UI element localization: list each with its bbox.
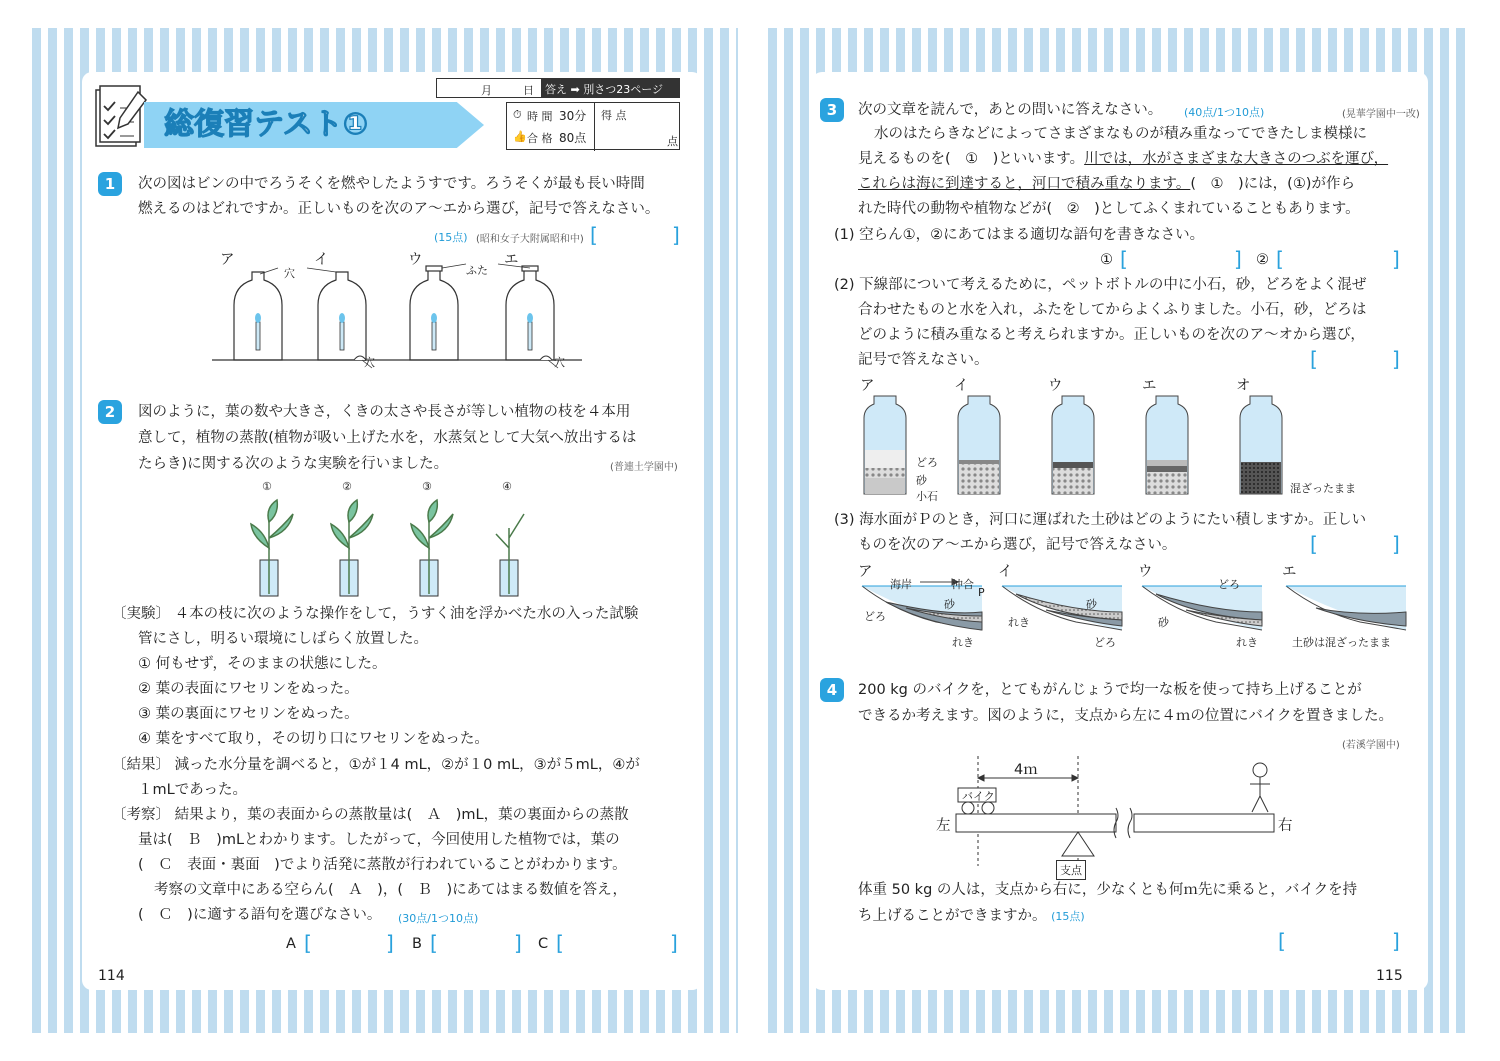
- q3-sub2-line1: (2) 下線部について考えるために，ペットボトルの中に小石，砂，どろをよく混ぜ: [834, 277, 1367, 293]
- plant-label-3: ③: [422, 480, 432, 493]
- a-sand-label: 砂: [944, 598, 955, 611]
- q3-underlined-part2: これらは海に到達すると，河口で積み重なります。: [858, 176, 1191, 192]
- q2-operation-2: ② 葉の表面にワセリンをぬった。: [138, 681, 359, 697]
- bottle-1-layer-2: [865, 468, 905, 478]
- answer-b-field[interactable]: [442, 932, 512, 954]
- q2-discussion-line2: 量は( Ｂ )mLとわかります。したがって，今回使用した植物では，葉の: [138, 832, 620, 848]
- i-sand-label: 砂: [1086, 598, 1097, 611]
- hole-label-e: 穴: [554, 356, 565, 369]
- q3-sub1-blank1-label: ①: [1100, 252, 1113, 268]
- a-mud-label: どろ: [864, 610, 886, 623]
- q2-operation-4: ④ 葉をすべて取り，その切り口にワセリンをぬった。: [138, 731, 489, 747]
- q2-discussion-line3: ( Ｃ 表面・裏面 )でより活発に蒸散が行われていることがわかります。: [138, 857, 627, 873]
- q4-answer-field[interactable]: [1290, 930, 1390, 952]
- q1-answer-bracket-close: ]: [672, 223, 680, 247]
- q1-points: (15点): [434, 231, 468, 244]
- q3-sub3-answer-field[interactable]: [1322, 533, 1392, 555]
- q4-bracket-close: ]: [1392, 929, 1400, 953]
- layer-label-mud: どろ: [916, 456, 938, 469]
- q3-blank2-bracket-open: [: [1276, 247, 1284, 271]
- q3-blank2-field[interactable]: [1288, 248, 1392, 270]
- q3-sub2-bracket-close: ]: [1392, 347, 1400, 371]
- plant-test-tubes-diagram: [242, 498, 542, 598]
- page-number-right: 115: [1376, 968, 1403, 984]
- sea-label-u: ウ: [1138, 564, 1153, 580]
- q2-text-line2: 意して，植物の蒸散(植物が吸い上げた水を，水蒸気として大気へ放出するは: [138, 430, 637, 446]
- q3-sub2-line2: 合わせたものと水を入れ，ふたをしてからよくふりました。小石，砂，どろは: [858, 302, 1367, 318]
- jar-label-u: ウ: [408, 252, 423, 268]
- jar-label-e: エ: [504, 252, 519, 268]
- i-gravel-label: れき: [1008, 616, 1030, 629]
- q3-blank1-bracket-close: ]: [1234, 247, 1242, 271]
- q3-sub2-answer-field[interactable]: [1322, 348, 1392, 370]
- q1-answer-field[interactable]: [604, 224, 674, 246]
- q2-text-line3: たらき)に関する次のような実験を行いました。: [138, 456, 449, 472]
- time-score-box: ⏱ 時 間 30分 👍 合 格 80点 得 点 点: [506, 102, 680, 150]
- q3-source: (晃華学園中一改): [1342, 109, 1420, 120]
- jar-label-i: イ: [314, 252, 329, 268]
- answer-b-bracket-close: ]: [514, 931, 522, 955]
- bottle-4-layer-2: [1147, 466, 1187, 472]
- q2-result-line2: １mLであった。: [138, 782, 248, 798]
- q3-passage-line2: 見えるものを( ① )といいます。川では，水がさまざまな大きさのつぶを運び，: [858, 151, 1389, 167]
- bike-label: バイク: [962, 790, 995, 803]
- q3-sub2-bracket-open: [: [1310, 347, 1318, 371]
- fulcrum-label: 支点: [1056, 860, 1086, 880]
- q2-operation-1: ① 何もせず，そのままの状態にした。: [138, 656, 387, 672]
- distance-label: 4ｍ: [1014, 762, 1038, 778]
- bottle-5-layer-1: [1241, 462, 1281, 494]
- candle-jar-diagram: [212, 250, 592, 380]
- sea-level-p-label: P: [978, 586, 985, 599]
- coast-label: 海岸: [890, 578, 912, 591]
- bottle-label-u: ウ: [1048, 378, 1063, 394]
- q4-points: (15点): [1051, 910, 1085, 923]
- q2-text-line1: 図のように，葉の数や大きさ，くきの太さや長さが等しい植物の枝を４本用: [138, 404, 631, 420]
- bottle-1-layer-1: [865, 478, 905, 494]
- answer-c-bracket-close: ]: [670, 931, 678, 955]
- coastal-deposit-diagram: [856, 572, 1416, 642]
- answers-reference: 答え ➡ 別さつ23ページ: [541, 79, 679, 97]
- right-page: [812, 72, 1428, 990]
- q1-text-line1: 次の図はビンの中でろうそくを燃やしたようすです。ろうそくが最も長い時間: [138, 176, 645, 192]
- bottle-4-layer-1: [1147, 472, 1187, 494]
- answer-a-field[interactable]: [316, 932, 386, 954]
- bottle-label-e: エ: [1142, 378, 1157, 394]
- q2-discussion-line1: 〔考察〕 結果より，葉の表面からの蒸散量は( Ａ )mL，葉の裏面からの蒸散: [112, 807, 629, 823]
- layer-label-gravel: 小石: [916, 490, 938, 503]
- q2-result-line1: 〔結果〕 減った水分量を調べると，①が１4 mL，②が１0 mL，③が５mL，④が: [112, 757, 640, 773]
- q4-text-line4: ち上げることができますか。 (15点): [858, 908, 1085, 924]
- q3-sub3-line1: (3) 海水面がＰのとき，河口に運ばれた土砂はどのようにたい積しますか。正しい: [834, 512, 1367, 528]
- u-gravel-label: れき: [1236, 636, 1258, 649]
- bottle-4-layer-3: [1147, 460, 1187, 466]
- q4-text-line2: できるか考えます。図のように，支点から左に４ｍの位置にバイクを置きました。: [858, 708, 1394, 724]
- q3-sub3-bracket-close: ]: [1392, 532, 1400, 556]
- page-title: 総復習テスト①: [164, 107, 369, 142]
- bottle-label-a: ア: [860, 378, 875, 394]
- u-mud-label: どろ: [1218, 578, 1240, 591]
- answer-c-field[interactable]: [568, 932, 668, 954]
- lever-diagram: [948, 752, 1308, 882]
- plant-label-4: ④: [502, 480, 512, 493]
- answer-a-bracket-close: ]: [386, 931, 394, 955]
- score-unit: 点: [667, 135, 678, 148]
- q2-points: (30点/1つ10点): [398, 912, 479, 925]
- q3-points: (40点/1つ10点): [1184, 106, 1265, 119]
- question-number-1: 1: [98, 172, 122, 196]
- q3-sub3-bracket-open: [: [1310, 532, 1318, 556]
- q2-discussion-line5: ( Ｃ )に適する語句を選びなさい。: [138, 907, 382, 923]
- q3-blank1-field[interactable]: [1132, 248, 1232, 270]
- q4-text-line3: 体重 50 kg の人は，支点から右に，少なくとも何ｍ先に乗ると，バイクを持: [858, 882, 1358, 898]
- sea-label-a: ア: [858, 564, 873, 580]
- answer-c-bracket-open: [: [556, 931, 564, 955]
- q1-text-line2: 燃えるのはどれですか。正しいものを次のア〜エから選び，記号で答えなさい。: [138, 201, 660, 217]
- q2-operation-3: ③ 葉の裏面にワセリンをぬった。: [138, 706, 359, 722]
- q4-text-line1: 200 kg のバイクを，とてもがんじょうで均一な板を使って持ち上げることが: [858, 682, 1362, 698]
- q1-answer-bracket-open: [: [590, 223, 598, 247]
- bottle-label-o: オ: [1236, 378, 1251, 394]
- bottle-2-layer-1: [959, 464, 999, 494]
- a-gravel-label: れき: [952, 636, 974, 649]
- plant-label-2: ②: [342, 480, 352, 493]
- bottle-3-layer-2: [1053, 462, 1093, 468]
- bottle-label-i: イ: [954, 378, 969, 394]
- q2-experiment-line2: 管にさし，明るい環境にしばらく放置した。: [138, 631, 428, 647]
- score-label: 得 点: [601, 109, 627, 122]
- q3-blank1-bracket-open: [: [1120, 247, 1128, 271]
- answer-a-bracket-open: [: [304, 931, 312, 955]
- q3-sub2-line3: どのように積み重なると考えられますか。正しいものを次のア〜オから選び，: [858, 327, 1365, 343]
- q2-source: (普連土学園中): [610, 462, 678, 473]
- q2-experiment-line1: 〔実験〕 ４本の枝に次のような操作をして，うすく油を浮かべた水の入った試験: [112, 606, 639, 622]
- answer-label-a: A: [286, 936, 296, 952]
- answer-label-c: C: [538, 936, 549, 952]
- lever-left-label: 左: [936, 818, 951, 834]
- q3-underlined-part1: 川では，水がさまざまな大きさのつぶを運び，: [1084, 151, 1389, 167]
- layer-label-sand: 砂: [916, 474, 927, 487]
- q3-passage-line1: 水のはたらきなどによってさまざまなものが積み重なってできたしま模様に: [874, 126, 1367, 142]
- hole-label-top: 穴: [284, 267, 295, 280]
- clock-icon: ⏱: [513, 108, 522, 121]
- q3-passage-line4: れた時代の動物や植物などが( ② )としてふくまれていることもあります。: [858, 201, 1360, 217]
- left-page: [82, 72, 702, 990]
- mixed-label: 混ざったまま: [1290, 482, 1356, 495]
- lever-right-label: 右: [1278, 818, 1293, 834]
- q4-bracket-open: [: [1278, 929, 1286, 953]
- bottle-2-layer-2: [959, 460, 999, 464]
- e-mixed-label: 土砂は混ざったまま: [1292, 636, 1391, 649]
- bottle-1-layer-3: [865, 450, 905, 468]
- question-number-3: 3: [820, 98, 844, 122]
- q1-source: (昭和女子大附属昭和中): [476, 234, 584, 245]
- q3-sub1-blank2-label: ②: [1256, 252, 1269, 268]
- answer-label-b: B: [412, 936, 422, 952]
- sea-label-e: エ: [1282, 564, 1297, 580]
- question-number-2: 2: [98, 400, 122, 424]
- hole-label-i: 穴: [364, 356, 375, 369]
- offshore-label: 沖合: [952, 578, 974, 591]
- q4-source: (若溪学園中): [1342, 740, 1400, 751]
- sea-label-i: イ: [998, 564, 1013, 580]
- q3-sub3-line2: ものを次のア〜エから選び，記号で答えなさい。: [858, 537, 1177, 553]
- answer-b-bracket-open: [: [430, 931, 438, 955]
- q3-blank2-bracket-close: ]: [1392, 247, 1400, 271]
- date-box: 月 日 答え ➡ 別さつ23ページ: [436, 78, 680, 98]
- plant-label-1: ①: [262, 480, 272, 493]
- q3-intro: 次の文章を読んで，あとの問いに答えなさい。: [858, 102, 1163, 118]
- q3-sub2-line4: 記号で答えなさい。: [858, 352, 989, 368]
- thumb-icon: 👍: [513, 130, 527, 143]
- i-mud-label: どろ: [1094, 636, 1116, 649]
- q2-discussion-line4: 考察の文章中にある空らん( Ａ )，( Ｂ )にあてはまる数値を答え，: [154, 882, 627, 898]
- question-number-4: 4: [820, 678, 844, 702]
- bottle-3-layer-1: [1053, 468, 1093, 494]
- u-sand-label: 砂: [1158, 616, 1169, 629]
- q3-sub1: (1) 空らん①，②にあてはまる適切な語句を書きなさい。: [834, 227, 1205, 243]
- lid-label: ふた: [466, 264, 488, 277]
- q3-passage-line3: これらは海に到達すると，河口で積み重なります。( ① )には，(①)が作ら: [858, 176, 1355, 192]
- page-number-left: 114: [98, 968, 125, 984]
- jar-label-a: ア: [220, 252, 235, 268]
